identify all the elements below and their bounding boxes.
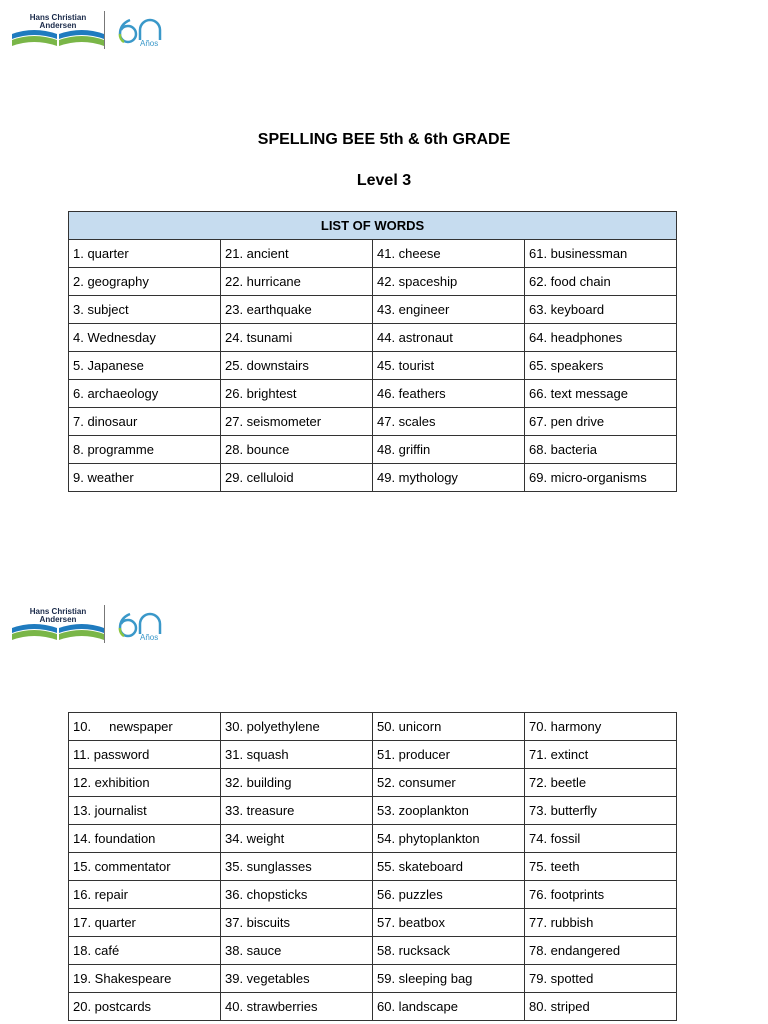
table-cell: 6. archaeology	[69, 380, 221, 408]
table-cell: 42. spaceship	[373, 268, 525, 296]
table-cell: 68. bacteria	[525, 436, 677, 464]
table-cell: 26. brightest	[221, 380, 373, 408]
table-row	[69, 965, 677, 993]
table-cell: 60. landscape	[373, 993, 525, 1021]
table-row	[69, 240, 677, 268]
table-row	[69, 937, 677, 965]
table-cell: 64. headphones	[525, 324, 677, 352]
table-cell: 67. pen drive	[525, 408, 677, 436]
table-cell: 52. consumer	[373, 769, 525, 797]
table-cell: 30. polyethylene	[221, 713, 373, 741]
table-row	[69, 909, 677, 937]
table-cell: 35. sunglasses	[221, 853, 373, 881]
table-cell: 11. password	[69, 741, 221, 769]
table-cell: 65. speakers	[525, 352, 677, 380]
table-cell: 46. feathers	[373, 380, 525, 408]
table-cell: 43. engineer	[373, 296, 525, 324]
table-row	[69, 436, 677, 464]
brand-line-2: Andersen	[39, 615, 77, 624]
logo-divider	[104, 605, 105, 643]
table-row	[69, 769, 677, 797]
table-cell: 69. micro-organisms	[525, 464, 677, 492]
table-cell: 54. phytoplankton	[373, 825, 525, 853]
table-cell: 77. rubbish	[525, 909, 677, 937]
table-cell: 27. seismometer	[221, 408, 373, 436]
table-cell: 80. striped	[525, 993, 677, 1021]
table-cell: 33. treasure	[221, 797, 373, 825]
table-cell: 61. businessman	[525, 240, 677, 268]
table-cell: 66. text message	[525, 380, 677, 408]
table-row	[69, 380, 677, 408]
table-cell: 12. exhibition	[69, 769, 221, 797]
table-cell: 31. squash	[221, 741, 373, 769]
school-logo	[10, 604, 170, 648]
table-cell: 24. tsunami	[221, 324, 373, 352]
table-header: LIST OF WORDS	[69, 212, 677, 240]
table-header-row	[69, 212, 677, 240]
table-cell: 22. hurricane	[221, 268, 373, 296]
table-cell: 47. scales	[373, 408, 525, 436]
table-cell: 5. Japanese	[69, 352, 221, 380]
table-row	[69, 993, 677, 1021]
table-cell: 13. journalist	[69, 797, 221, 825]
table-cell: 79. spotted	[525, 965, 677, 993]
table-cell: 74. fossil	[525, 825, 677, 853]
table-row	[69, 324, 677, 352]
table-cell: 75. teeth	[525, 853, 677, 881]
table-row	[69, 464, 677, 492]
table-cell: 2. geography	[69, 268, 221, 296]
word-list-table-1	[68, 211, 677, 492]
brand-line-1: Hans Christian	[29, 13, 87, 22]
table-cell: 17. quarter	[69, 909, 221, 937]
table-cell: 23. earthquake	[221, 296, 373, 324]
brand-line-1: Hans Christian	[29, 607, 87, 616]
table-row	[69, 713, 677, 741]
table-cell: 14. foundation	[69, 825, 221, 853]
table-cell: 38. sauce	[221, 937, 373, 965]
table-cell: 50. unicorn	[373, 713, 525, 741]
table-row	[69, 296, 677, 324]
logo-divider	[104, 11, 105, 49]
table-cell: 18. café	[69, 937, 221, 965]
table-row	[69, 825, 677, 853]
table-cell: 19. Shakespeare	[69, 965, 221, 993]
table-cell: 39. vegetables	[221, 965, 373, 993]
anniversary-word: Años	[140, 39, 159, 48]
table-row	[69, 741, 677, 769]
table-cell: 56. puzzles	[373, 881, 525, 909]
table-cell: 16. repair	[69, 881, 221, 909]
table-cell: 76. footprints	[525, 881, 677, 909]
word-list-table-2	[68, 712, 677, 1021]
table-cell: 7. dinosaur	[69, 408, 221, 436]
table-cell: 73. butterfly	[525, 797, 677, 825]
school-logo	[10, 10, 170, 54]
table-cell: 1. quarter	[69, 240, 221, 268]
table-cell: 29. celluloid	[221, 464, 373, 492]
table-cell: 36. chopsticks	[221, 881, 373, 909]
table-cell: 25. downstairs	[221, 352, 373, 380]
table-cell: 71. extinct	[525, 741, 677, 769]
table-cell: 4. Wednesday	[69, 324, 221, 352]
table-cell: 70. harmony	[525, 713, 677, 741]
table-cell: 34. weight	[221, 825, 373, 853]
table-cell: 28. bounce	[221, 436, 373, 464]
table-row	[69, 853, 677, 881]
document-title: SPELLING BEE 5th & 6th GRADE	[257, 131, 511, 148]
brand-line-2: Andersen	[39, 21, 77, 30]
table-row	[69, 797, 677, 825]
table-cell: 40. strawberries	[221, 993, 373, 1021]
table-cell: 8. programme	[69, 436, 221, 464]
level-heading: Level 3	[356, 172, 412, 189]
table-cell: 48. griffin	[373, 436, 525, 464]
table-cell: 20. postcards	[69, 993, 221, 1021]
table-cell: 10. newspaper	[69, 713, 221, 741]
table-row	[69, 352, 677, 380]
table-cell: 32. building	[221, 769, 373, 797]
table-cell: 53. zooplankton	[373, 797, 525, 825]
table-cell: 78. endangered	[525, 937, 677, 965]
table-row	[69, 881, 677, 909]
table-cell: 62. food chain	[525, 268, 677, 296]
table-cell: 9. weather	[69, 464, 221, 492]
table-cell: 37. biscuits	[221, 909, 373, 937]
anniversary-word: Años	[140, 633, 159, 642]
table-cell: 72. beetle	[525, 769, 677, 797]
table-cell: 58. rucksack	[373, 937, 525, 965]
table-cell: 41. cheese	[373, 240, 525, 268]
table-row	[69, 268, 677, 296]
table-cell: 15. commentator	[69, 853, 221, 881]
table-cell: 63. keyboard	[525, 296, 677, 324]
table-cell: 51. producer	[373, 741, 525, 769]
table-cell: 21. ancient	[221, 240, 373, 268]
table-cell: 55. skateboard	[373, 853, 525, 881]
table-cell: 59. sleeping bag	[373, 965, 525, 993]
table-cell: 57. beatbox	[373, 909, 525, 937]
table-cell: 49. mythology	[373, 464, 525, 492]
table-row	[69, 408, 677, 436]
table-cell: 45. tourist	[373, 352, 525, 380]
table-cell: 44. astronaut	[373, 324, 525, 352]
table-cell: 3. subject	[69, 296, 221, 324]
